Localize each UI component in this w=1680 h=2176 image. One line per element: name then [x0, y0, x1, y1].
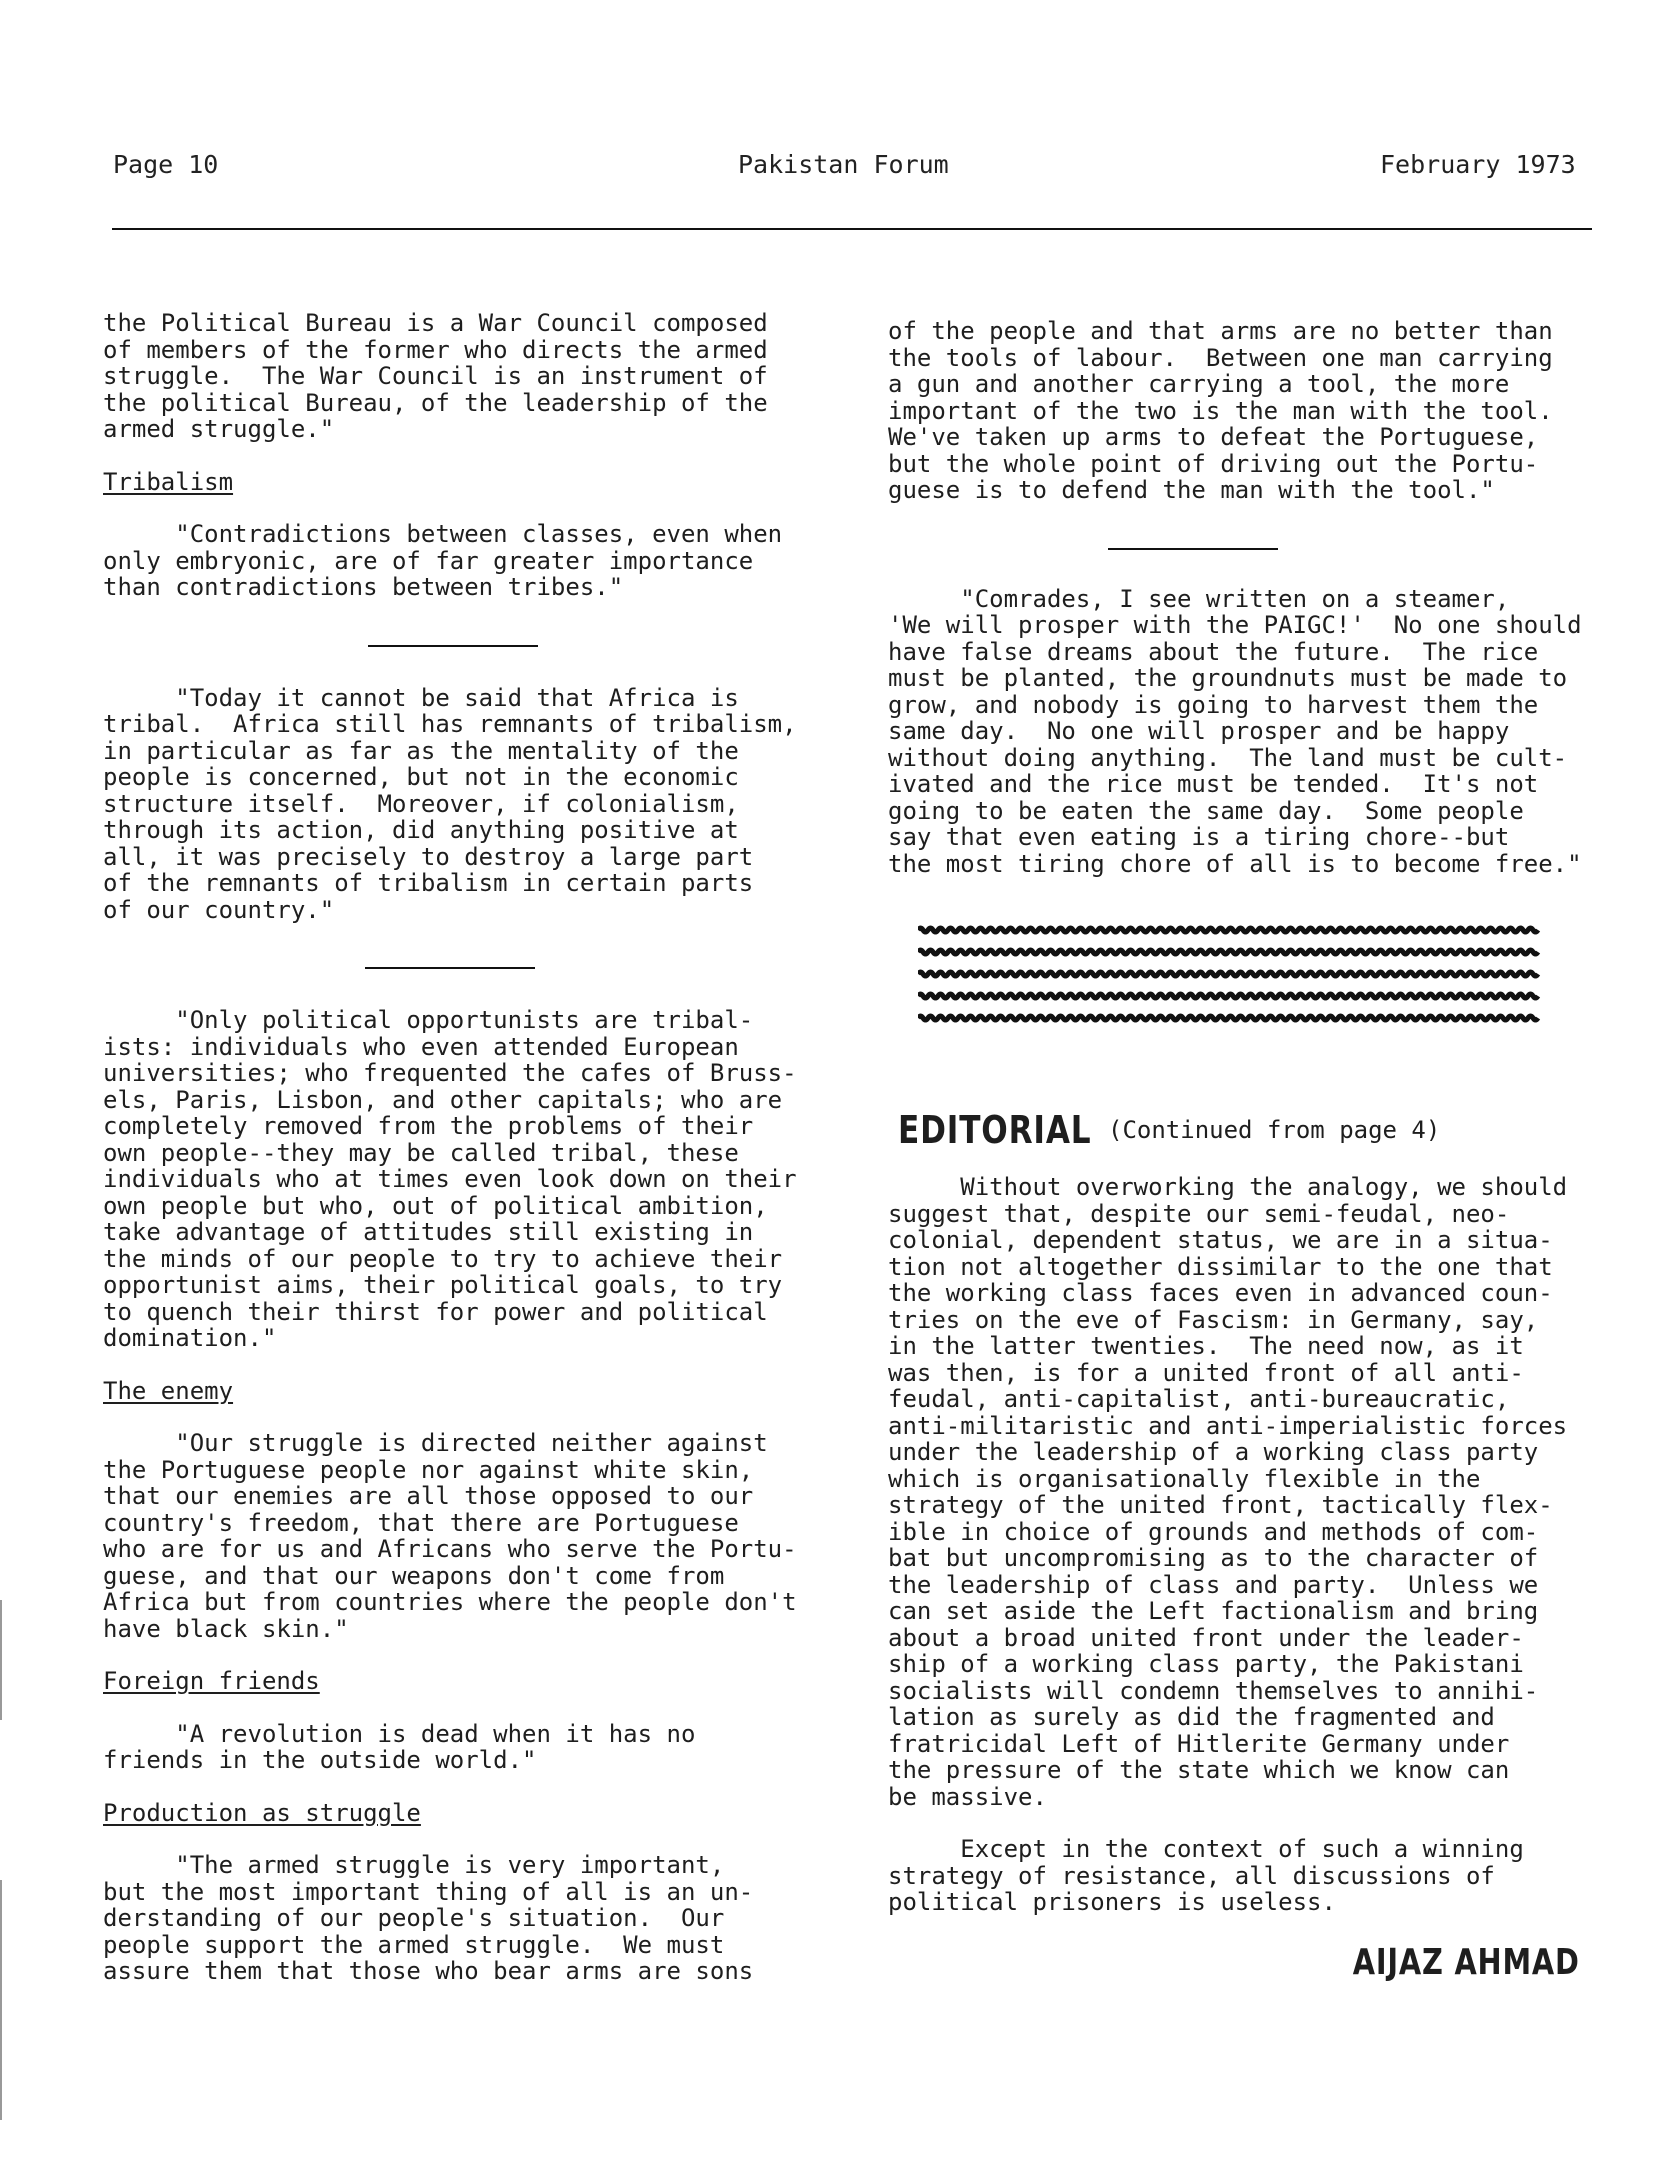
wave-line — [918, 1016, 1538, 1020]
paragraph — [103, 521, 863, 601]
text-line: say that even eating is a tiring chore--but — [888, 823, 1510, 851]
text-line: going to be eaten the same day. Some people — [888, 796, 1524, 825]
text-line: domination." — [103, 1324, 277, 1352]
text-line: friends in the outside world." — [103, 1746, 537, 1774]
text-line: in the latter twenties. The need now, as it — [888, 1332, 1524, 1360]
text-line: same day. No one will prosper and be happy — [888, 717, 1510, 745]
text-line: can set aside the Left factionalism and bring — [888, 1597, 1539, 1625]
text-line: guese is to defend the man with the tool." — [888, 476, 1495, 504]
text-line: without doing anything. The land must be cult- — [888, 743, 1568, 772]
author-byline: AIJAZ AHMAD — [1353, 1942, 1580, 1983]
text-line: about a broad united front under the leader- — [888, 1623, 1524, 1652]
paragraph — [888, 318, 1668, 504]
text-line: individuals who at times even look down on their — [103, 1165, 797, 1193]
text-line: "Contradictions between classes, even when — [103, 520, 783, 548]
wave-line — [918, 994, 1538, 998]
paragraph — [103, 1430, 863, 1642]
text-line: who are for us and Africans who serve the Portu- — [103, 1535, 797, 1563]
page-number: Page 10 — [113, 150, 219, 179]
editorial-title: EDITORIAL — [898, 1108, 1092, 1152]
text-line: "A revolution is dead when it has no — [103, 1719, 696, 1748]
paragraph — [103, 685, 863, 924]
text-line: to quench their thirst for power and political — [103, 1297, 768, 1326]
editorial-body — [888, 1174, 1668, 1916]
text-line: universities; who frequented the cafes of Bruss- — [103, 1059, 797, 1087]
text-line: a gun and another carrying a tool, the more — [888, 370, 1510, 398]
text-line: suggest that, despite our semi-feudal, neo- — [888, 1199, 1510, 1228]
text-line: strategy of resistance, all discussions of — [888, 1861, 1495, 1890]
text-line: the most tiring chore of all is to become free." — [888, 849, 1582, 878]
text-line: have black skin." — [103, 1614, 349, 1643]
text-line: the working class faces even in advanced coun- — [888, 1279, 1553, 1307]
text-line: "Our struggle is directed neither against — [103, 1429, 768, 1457]
paragraph — [888, 1174, 1668, 1810]
wave-line — [918, 928, 1538, 932]
paragraph — [888, 1836, 1668, 1916]
issue-date: February 1973 — [1380, 150, 1576, 179]
text-line: "Only political opportunists are tribal- — [103, 1006, 754, 1034]
text-line: feudal, anti-capitalist, anti-bureaucratic, — [888, 1385, 1510, 1413]
section-heading-tribalism: Tribalism — [103, 467, 234, 496]
text-line: own people but who, out of political ambition, — [103, 1191, 768, 1220]
text-line: derstanding of our people's situation. Our — [103, 1904, 725, 1932]
text-line: opportunist aims, their political goals, to try — [103, 1271, 783, 1299]
publication-title: Pakistan Forum — [738, 150, 949, 179]
text-line: that our enemies are all those opposed to our — [103, 1482, 754, 1510]
text-line: tribal. Africa still has remnants of tribalism, — [103, 710, 797, 738]
text-line: the Political Bureau is a War Council composed — [103, 309, 768, 337]
text-line: was then, is for a united front of all anti- — [888, 1358, 1524, 1387]
wavy-separator — [918, 920, 1543, 1035]
text-line: of the remnants of tribalism in certain parts — [103, 869, 754, 897]
text-line: which is organisationally flexible in the — [888, 1464, 1481, 1493]
paragraph — [103, 1007, 863, 1352]
editorial-heading — [898, 1108, 1598, 1158]
text-line: of our country." — [103, 895, 335, 924]
text-line: "The armed struggle is very important, — [103, 1851, 725, 1879]
text-line: assure them that those who bear arms are sons — [103, 1957, 754, 1985]
text-line: Except in the context of such a winning — [888, 1835, 1524, 1863]
paragraph — [103, 1852, 863, 1985]
text-line: in particular as far as the mentality of the — [103, 736, 739, 765]
text-line: Without overworking the analogy, we should — [888, 1173, 1568, 1201]
text-line: We've taken up arms to defeat the Portuguese, — [888, 423, 1539, 451]
text-line: than contradictions between tribes." — [103, 573, 624, 601]
text-line: people support the armed struggle. We must — [103, 1930, 725, 1959]
text-line: the Portuguese people nor against white skin, — [103, 1455, 754, 1484]
text-line: important of the two is the man with the tool. — [888, 396, 1553, 425]
text-line: the leadership of class and party. Unless we — [888, 1570, 1539, 1599]
wave-line — [918, 972, 1538, 976]
scan-margin-mark — [0, 1600, 2, 1720]
paragraph — [103, 310, 863, 443]
text-line: socialists will condemn themselves to annihi- — [888, 1676, 1539, 1705]
text-line: through its action, did anything positive at — [103, 816, 739, 844]
left-column — [103, 310, 863, 1985]
text-line: "Today it cannot be said that Africa is — [103, 683, 739, 712]
header-rule — [112, 228, 1592, 230]
wave-line — [918, 950, 1538, 954]
text-line: Africa but from countries where the people don't — [103, 1588, 797, 1616]
text-line: all, it was precisely to destroy a large part — [103, 842, 754, 871]
right-column — [888, 318, 1668, 877]
editorial-continued-note: (Continued from page 4) — [1108, 1116, 1441, 1144]
text-line: the minds of our people to try to achieve their — [103, 1244, 783, 1273]
text-line: the tools of labour. Between one man carrying — [888, 343, 1553, 372]
text-line: structure itself. Moreover, if colonialism, — [103, 789, 739, 818]
scan-margin-mark — [0, 1880, 2, 2120]
text-line: colonial, dependent status, we are in a situa- — [888, 1226, 1553, 1254]
text-line: ible in choice of grounds and methods of com- — [888, 1517, 1539, 1546]
text-line: completely removed from the problems of their — [103, 1112, 754, 1140]
text-line: of members of the former who directs the armed — [103, 335, 768, 364]
text-line: the pressure of the state which we know can — [888, 1756, 1510, 1784]
text-line: strategy of the united front, tactically flex- — [888, 1491, 1553, 1519]
text-line: but the most important thing of all is an un- — [103, 1877, 754, 1906]
text-line: have false dreams about the future. The rice — [888, 637, 1539, 666]
text-line: struggle. The War Council is an instrument of — [103, 362, 768, 390]
text-line: tion not altogether dissimilar to the one that — [888, 1252, 1553, 1281]
text-line: "Comrades, I see written on a steamer, — [888, 584, 1510, 613]
text-line: ists: individuals who even attended European — [103, 1032, 739, 1061]
text-line: armed struggle." — [103, 415, 335, 443]
text-line: under the leadership of a working class party — [888, 1438, 1539, 1466]
text-line: fratricidal Left of Hitlerite Germany under — [888, 1729, 1510, 1758]
text-line: country's freedom, that there are Portuguese — [103, 1508, 739, 1537]
text-line: ivated and the rice must be tended. It's not — [888, 770, 1539, 798]
text-line: political prisoners is useless. — [888, 1888, 1336, 1916]
paragraph — [888, 586, 1668, 878]
text-line: grow, and nobody is going to harvest them the — [888, 690, 1539, 719]
paragraph — [103, 1721, 863, 1774]
text-line: bat but uncompromising as to the character of — [888, 1544, 1539, 1572]
text-line: must be planted, the groundnuts must be made to — [888, 664, 1568, 692]
text-line: guese, and that our weapons don't come from — [103, 1561, 725, 1590]
text-line: tries on the eve of Fascism: in Germany, say, — [888, 1305, 1539, 1334]
section-heading-production: Production as struggle — [103, 1798, 421, 1827]
text-line: lation as surely as did the fragmented and — [888, 1703, 1495, 1731]
text-line: anti-militaristic and anti-imperialistic forces — [888, 1411, 1568, 1440]
text-line: els, Paris, Lisbon, and other capitals; who are — [103, 1085, 783, 1114]
text-line: be massive. — [888, 1782, 1047, 1811]
section-heading-enemy: The enemy — [103, 1376, 234, 1405]
text-line: take advantage of attitudes still existing in — [103, 1218, 754, 1246]
text-line: ship of a working class party, the Pakistani — [888, 1650, 1524, 1678]
text-line: own people--they may be called tribal, these — [103, 1138, 739, 1167]
text-line: but the whole point of driving out the Portu- — [888, 449, 1539, 478]
section-heading-foreign-friends: Foreign friends — [103, 1667, 320, 1695]
text-line: of the people and that arms are no better than — [888, 317, 1553, 345]
text-line: only embryonic, are of far greater importance — [103, 546, 754, 575]
text-line: people is concerned, but not in the economic — [103, 763, 739, 791]
text-line: the political Bureau, of the leadership of the — [103, 388, 768, 417]
text-line: 'We will prosper with the PAIGC!' No one should — [888, 611, 1582, 639]
